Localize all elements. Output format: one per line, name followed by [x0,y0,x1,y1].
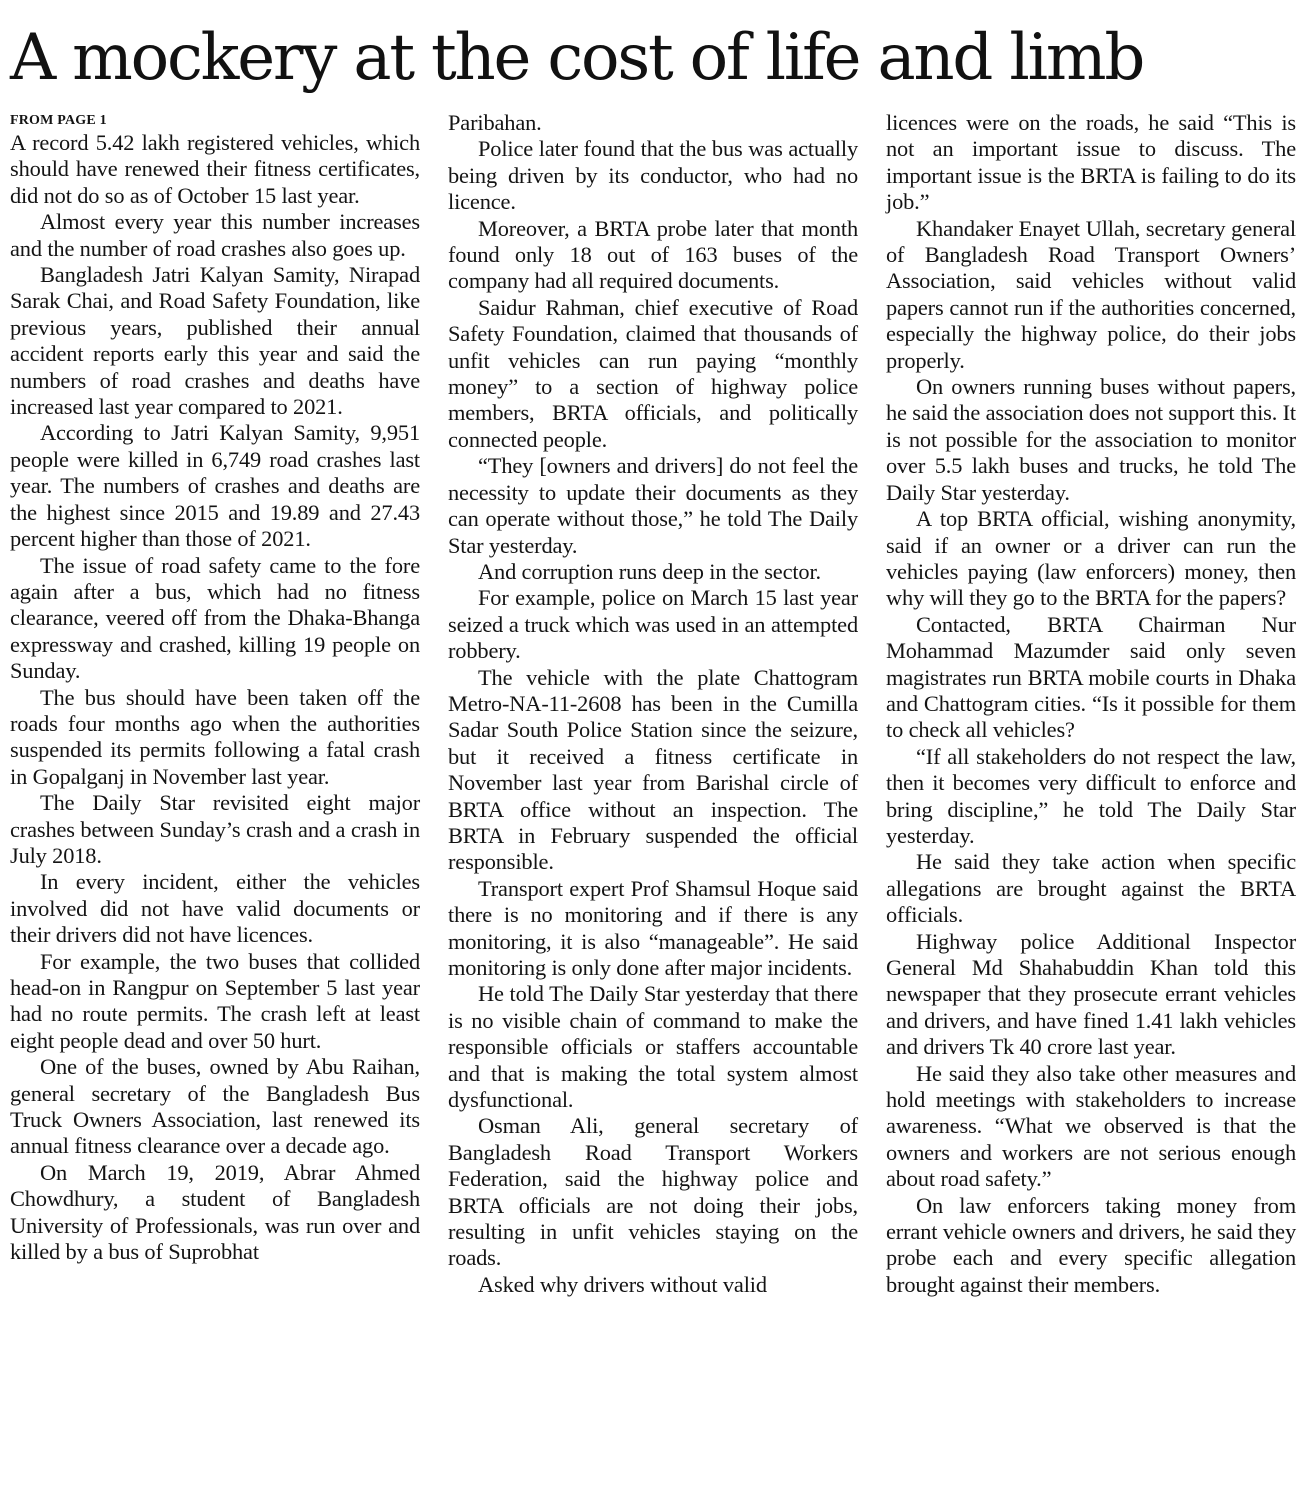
column-1 [10,110,420,1298]
paragraph: The vehicle with the plate Chattogram Metro-NA-11-2608 has been in the Cumilla Sadar South Police Station since the seizure, but it received a fitness certificate in November last year from Barishal circle of BRTA office without an inspection. The BRTA in February suspended the official responsible. [448,664,858,875]
paragraph: Asked why drivers without valid [478,1271,767,1297]
paragraph: The Daily Star revisited eight major crashes between Sunday’s crash and a crash in July 2018. [10,790,420,868]
paragraph: Almost every year this number increases and the number of road crashes also goes up. [10,209,420,261]
paragraph-continued: Paribahan. [448,110,542,135]
paragraph-continued: licences were on the roads, he said “This is not an important issue to discuss. The important issue is the BRTA is failing to do its job.” [886,110,1296,215]
paragraph: The issue of road safety came to the fore again after a bus, which had no fitness clearance, veered off from the Dhaka-Bhanga expressway and crashed, killing 19 people on Sunday. [10,552,420,684]
paragraph: One of the buses, owned by Abu Raihan, general secretary of the Bangladesh Bus Truck Owners Association, last renewed its annual fitness clearance over a decade ago. [10,1054,420,1159]
kicker: FROM PAGE 1 [10,113,107,128]
paragraph: On March 19, 2019, Abrar Ahmed Chowdhury, a student of Bangladesh University of Professionals, was run over and killed by a bus of Suprobhat [10,1159,420,1265]
column-3 [886,110,1296,1298]
paragraph: In every incident, either the vehicles involved did not have valid documents or their drivers did not have licences. [10,869,420,948]
paragraph: Police later found that the bus was actually being driven by its conductor, who had no licence. [448,136,858,215]
paragraph: On owners running buses without papers, he said the association does not support this. It is not possible for the association to monitor over 5.5 lakh buses and trucks, he told The Daily Star yesterday. [886,374,1296,505]
article-body [10,110,1296,1298]
paragraph: Saidur Rahman, chief executive of Road Safety Foundation, claimed that thousands of unfit vehicles can run paying “monthly money” to a section of highway police members, BRTA officials, and politically connected people. [448,294,858,452]
paragraph: A record 5.42 lakh registered vehicles, which should have renewed their fitness certificates, did not do so as of October 15 last year. [10,130,420,208]
paragraph: For example, the two buses that collided head-on in Rangpur on September 5 last year had no route permits. The crash left at least eight people dead and over 50 hurt. [10,948,420,1053]
paragraph: Transport expert Prof Shamsul Hoque said there is no monitoring and if there is any monitoring, it is also “manageable”. He said monitoring is only done after major incidents. [448,875,858,980]
paragraph: He said they take action when specific allegations are brought against the BRTA officials. [886,849,1296,928]
paragraph: He told The Daily Star yesterday that there is no visible chain of command to make the responsible officials or staffers accountable and that is making the total system almost dysfunctional. [448,981,858,1113]
paragraph: Khandaker Enayet Ullah, secretary general of Bangladesh Road Transport Owners’ Association, said vehicles without valid papers cannot run if the authorities concerned, especially the highway police, do their jobs properly. [886,215,1296,373]
paragraph: Moreover, a BRTA probe later that month found only 18 out of 163 buses of the company had all required documents. [448,215,858,294]
paragraph: For example, police on March 15 last year seized a truck which was used in an attempted robbery. [448,585,858,664]
column-2 [448,110,858,1298]
paragraph: Bangladesh Jatri Kalyan Samity, Nirapad Sarak Chai, and Road Safety Foundation, like previous years, published their annual accident reports early this year and said the numbers of road crashes and deaths have increased last year compared to 2021. [10,262,420,420]
paragraph: On law enforcers taking money from errant vehicle owners and drivers, he said they probe each and every specific allegation brought against their members. [886,1192,1296,1297]
paragraph: “They [owners and drivers] do not feel the necessity to update their documents as they can operate without those,” he told The Daily Star yesterday. [448,453,858,558]
paragraph: And corruption runs deep in the sector. [478,558,821,584]
headline: A mockery at the cost of life and limb [10,21,1144,95]
paragraph: Osman Ali, general secretary of Bangladesh Road Transport Workers Federation, said the highway police and BRTA officials are not doing their jobs, resulting in unfit vehicles staying on the roads. [448,1113,858,1271]
paragraph: Contacted, BRTA Chairman Nur Mohammad Mazumder said only seven magistrates run BRTA mobile courts in Dhaka and Chattogram cities. “Is it possible for them to check all vehicles? [886,611,1296,743]
paragraph: Highway police Additional Inspector General Md Shahabuddin Khan told this newspaper that they prosecute errant vehicles and drivers, and have fined 1.41 lakh vehicles and drivers Tk 40 crore last year. [886,928,1296,1060]
paragraph: According to Jatri Kalyan Samity, 9,951 people were killed in 6,749 road crashes last year. The numbers of crashes and deaths are the highest since 2015 and 19.89 and 27.43 percent higher than those of 2021. [10,420,420,552]
paragraph: “If all stakeholders do not respect the law, then it becomes very difficult to enforce and bring discipline,” he told The Daily Star yesterday. [886,743,1296,848]
paragraph: A top BRTA official, wishing anonymity, said if an owner or a driver can run the vehicles paying (law enforcers) money, then why will they go to the BRTA for the papers? [886,506,1296,611]
paragraph: He said they also take other measures and hold meetings with stakeholders to increase awareness. “What we observed is that the owners and workers are not serious enough about road safety.” [886,1060,1296,1192]
paragraph: The bus should have been taken off the roads four months ago when the authorities suspended its permits following a fatal crash in Gopalganj in November last year. [10,684,420,789]
